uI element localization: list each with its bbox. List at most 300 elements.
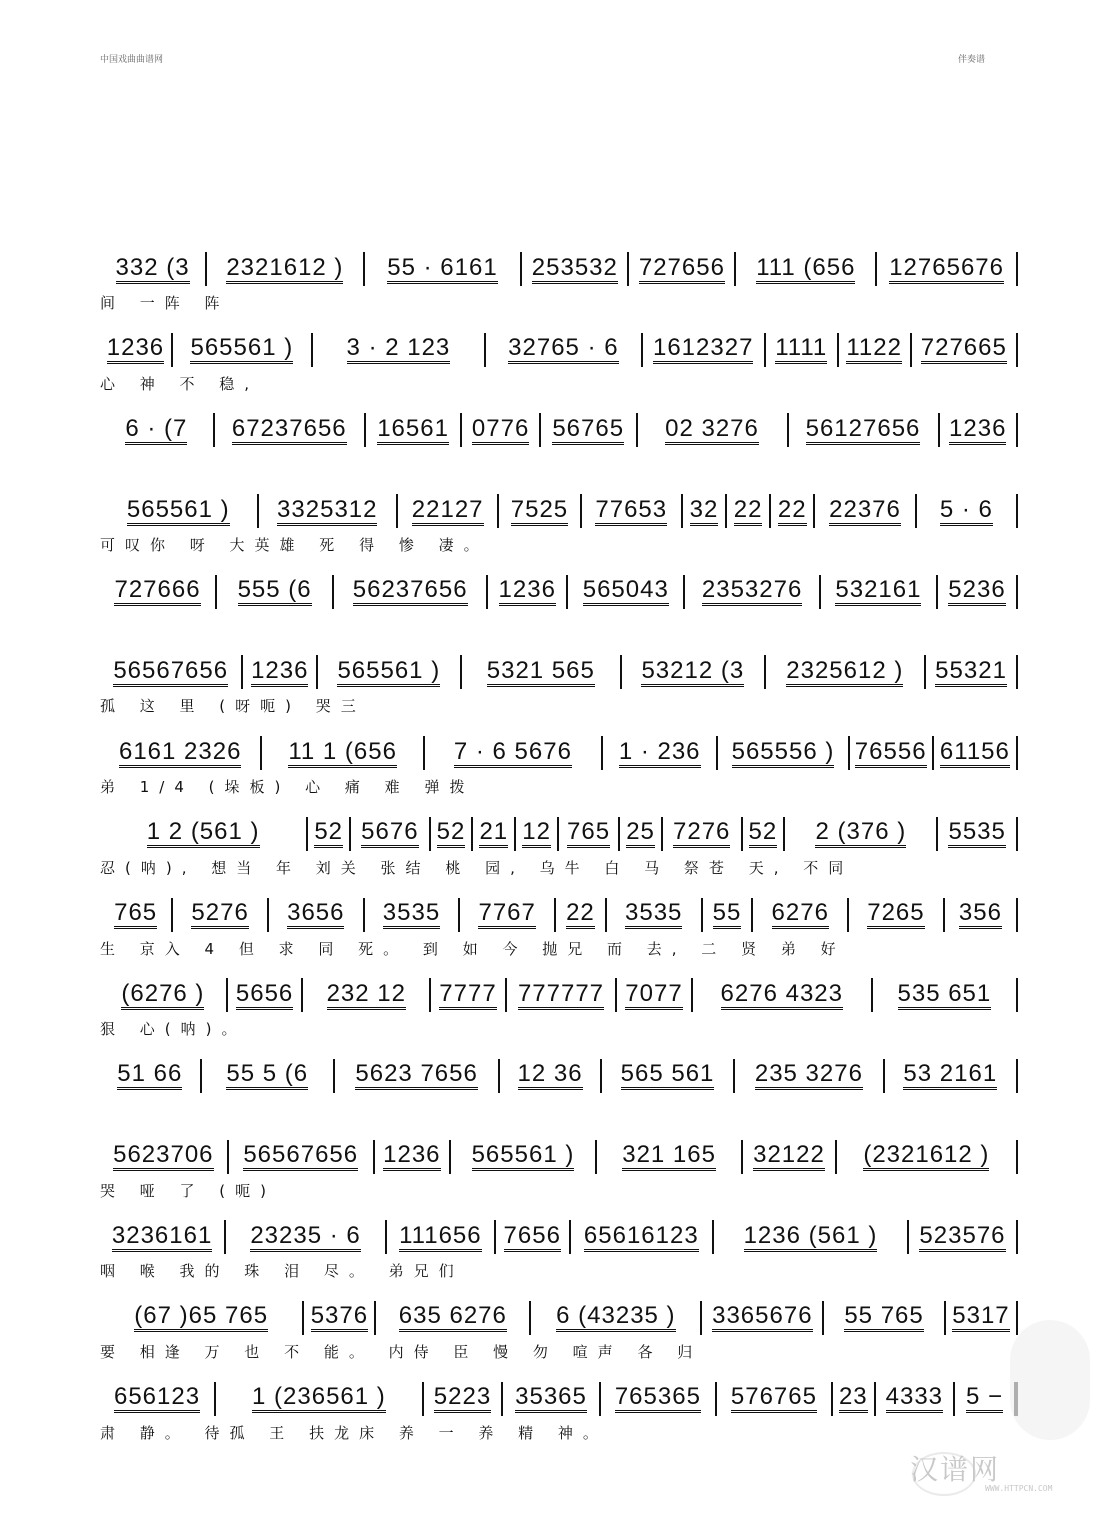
measure xyxy=(556,894,605,936)
measure-notes: 6 (43235 ) xyxy=(556,1303,675,1332)
measure-notes: 3656 xyxy=(287,900,344,929)
measure-notes: 11 1 (656 xyxy=(288,739,397,768)
measure xyxy=(425,732,601,774)
measure xyxy=(318,651,459,693)
measure-notes: 7656 xyxy=(504,1223,561,1252)
measure xyxy=(736,248,875,290)
measure-notes: 1 (236561 ) xyxy=(252,1384,386,1413)
measure-notes: 23235 · 6 xyxy=(250,1223,360,1252)
measure-notes: 55 xyxy=(713,900,742,929)
measure xyxy=(702,1297,822,1339)
measure-notes: 52 xyxy=(314,819,343,848)
measure-notes: 2 (376 ) xyxy=(815,819,906,848)
measure xyxy=(173,894,267,936)
measure xyxy=(451,1136,595,1178)
measure-notes: 2321612 ) xyxy=(226,255,343,284)
measure-notes: 3535 xyxy=(383,900,440,929)
measure xyxy=(743,1136,835,1178)
measure-notes: 4333 xyxy=(886,1384,943,1413)
bar-line xyxy=(1016,978,1018,1012)
measure-notes: 523576 xyxy=(919,1223,1005,1252)
measure xyxy=(683,490,725,532)
measure-notes: 22 xyxy=(734,497,763,526)
measure xyxy=(622,651,763,693)
measure xyxy=(785,813,936,855)
measure xyxy=(100,651,241,693)
measure-notes: 22376 xyxy=(829,497,901,526)
measure-notes: 565561 ) xyxy=(190,335,293,364)
notation-line xyxy=(100,974,1018,1016)
notation-line xyxy=(100,894,1018,936)
notation-line xyxy=(100,1297,1018,1339)
measure-notes: 1236 xyxy=(949,416,1006,445)
measure-notes: (6276 ) xyxy=(121,981,204,1010)
measure xyxy=(629,248,734,290)
measure-notes: 3 · 2 123 xyxy=(347,335,451,364)
bar-line xyxy=(1016,655,1018,689)
measure-notes: 51 66 xyxy=(117,1061,182,1090)
measure xyxy=(849,894,943,936)
measure-notes: 565561 ) xyxy=(127,497,230,526)
measure xyxy=(217,571,332,613)
lyric-line: 弟 1/4 (垛板) 心 痛 难 弹拨 xyxy=(100,778,475,797)
measure-notes: 7276 xyxy=(673,819,730,848)
measure xyxy=(602,1055,733,1097)
measure xyxy=(568,571,683,613)
measure-notes: 576765 xyxy=(731,1384,817,1413)
measure xyxy=(229,1136,373,1178)
measure-notes: 52 xyxy=(749,819,778,848)
measure-notes: 55 765 xyxy=(844,1303,923,1332)
lyric-line: 生 京入 4 但 求 同 死。 到 如 今 抛兄 而 去, 二 贤 弟 好 xyxy=(100,939,846,958)
measure-notes: 565043 xyxy=(583,577,669,606)
watermark-swirl xyxy=(1010,1320,1090,1440)
lyric-line: 肃 静。 待孤 王 扶龙床 养 一 养 精 神。 xyxy=(100,1423,608,1442)
measure-notes: 22127 xyxy=(412,497,484,526)
measure xyxy=(303,974,429,1016)
measure-notes: 6276 xyxy=(772,900,829,929)
measure xyxy=(955,1378,1014,1420)
measure xyxy=(703,894,752,936)
notation-line xyxy=(100,409,1018,451)
measure xyxy=(531,1297,700,1339)
measure-notes: 25 xyxy=(626,819,655,848)
measure-notes: 77653 xyxy=(595,497,667,526)
measure-notes: 55 · 6161 xyxy=(387,255,497,284)
measure xyxy=(365,894,459,936)
bar-line xyxy=(1016,413,1018,447)
measure-notes: 1 · 236 xyxy=(619,739,701,768)
lyric-line xyxy=(100,615,1018,637)
measure-notes: 56765 xyxy=(552,416,624,445)
measure xyxy=(946,1297,1016,1339)
measure xyxy=(926,651,1016,693)
measure xyxy=(228,974,302,1016)
measure-notes: 5656 xyxy=(236,981,293,1010)
watermark-url: WWW.HTTPCN.COM xyxy=(985,1484,1053,1493)
measure xyxy=(877,248,1016,290)
measure xyxy=(500,1055,600,1097)
score-line xyxy=(100,1055,1018,1136)
notation-line xyxy=(100,1055,1018,1097)
measure-notes: 16561 xyxy=(377,416,449,445)
measure xyxy=(516,813,557,855)
measure xyxy=(837,1136,1016,1178)
measure-notes: 5 · 6 xyxy=(940,497,993,526)
measure xyxy=(335,1055,498,1097)
measure xyxy=(507,974,615,1016)
measure xyxy=(727,490,769,532)
bar-line xyxy=(1016,252,1018,286)
measure-notes: 12 xyxy=(522,819,551,848)
score-line xyxy=(100,651,1018,732)
measure-notes: 55321 xyxy=(935,658,1007,687)
score-line xyxy=(100,813,1018,894)
measure-notes: 332 (3 xyxy=(116,255,190,284)
lyric-line: 忍(呐), 想当 年 刘关 张结 桃 园, 乌牛 白 马 祭苍 天, 不同 xyxy=(100,858,854,877)
jianpu-score xyxy=(100,248,1018,1458)
measure xyxy=(431,974,505,1016)
measure xyxy=(663,813,741,855)
measure-notes: 777777 xyxy=(518,981,604,1010)
measure-notes: 23 xyxy=(839,1384,868,1413)
measure-notes: 5236 xyxy=(948,577,1005,606)
measure-notes: 3535 xyxy=(625,900,682,929)
score-line xyxy=(100,1216,1018,1297)
measure xyxy=(460,894,554,936)
measure xyxy=(259,490,396,532)
measure-notes: 3236161 xyxy=(112,1223,212,1252)
measure xyxy=(617,974,691,1016)
measure xyxy=(850,732,932,774)
measure xyxy=(718,732,847,774)
measure xyxy=(766,329,837,371)
measure xyxy=(601,1378,715,1420)
measure xyxy=(917,490,1016,532)
measure-notes: 67237656 xyxy=(232,416,347,445)
measure xyxy=(488,571,566,613)
measure xyxy=(717,1378,831,1420)
measure-notes: 7 · 6 5676 xyxy=(454,739,572,768)
notation-line xyxy=(100,1378,1018,1420)
measure-notes: 55 5 (6 xyxy=(226,1061,308,1090)
notation-line xyxy=(100,248,1018,290)
measure xyxy=(876,1378,953,1420)
measure xyxy=(100,248,205,290)
bar-line xyxy=(1016,1220,1018,1254)
measure xyxy=(100,571,215,613)
measure-notes: 1236 (561 ) xyxy=(744,1223,878,1252)
measure xyxy=(173,329,311,371)
measure xyxy=(243,651,316,693)
measure-notes: 1236 xyxy=(383,1142,440,1171)
measure-notes: 0776 xyxy=(472,416,529,445)
lyric-line: 可叹你 呀 大英雄 死 得 惨 凄。 xyxy=(100,536,489,555)
measure xyxy=(753,894,847,936)
measure-notes: 2325612 ) xyxy=(786,658,903,687)
lyric-line: 哭 哑 了 (呃) xyxy=(100,1181,277,1200)
measure-notes: 6161 2326 xyxy=(119,739,241,768)
measure-notes: 555 (6 xyxy=(238,577,312,606)
lyric-line: 咽 喉 我的 珠 泪 尽。 弟兄们 xyxy=(100,1262,464,1281)
measure xyxy=(643,329,764,371)
measure xyxy=(365,248,521,290)
measure-notes: 356 xyxy=(959,900,1002,929)
measure-notes: 6 · (7 xyxy=(125,416,187,445)
measure xyxy=(693,974,871,1016)
measure-notes: 321 165 xyxy=(622,1142,716,1171)
measure-notes: 56567656 xyxy=(113,658,228,687)
bar-line xyxy=(1016,817,1018,851)
measure xyxy=(582,490,681,532)
measure xyxy=(940,409,1017,451)
score-line xyxy=(100,974,1018,1055)
measure xyxy=(839,329,910,371)
measure xyxy=(638,409,787,451)
measure-notes: 32 xyxy=(690,497,719,526)
notation-line xyxy=(100,1216,1018,1258)
measure-notes: 6276 4323 xyxy=(721,981,843,1010)
measure-notes: 253532 xyxy=(532,255,618,284)
measure-notes: 35365 xyxy=(515,1384,587,1413)
bar-line xyxy=(1016,1140,1018,1174)
lyric-line: 要 相逢 万 也 不 能。 内侍 臣 慢 勿 喧声 各 归 xyxy=(100,1342,703,1361)
measure xyxy=(503,1378,599,1420)
measure xyxy=(873,974,1016,1016)
measure-notes: 1236 xyxy=(251,658,308,687)
notation-line xyxy=(100,651,1018,693)
measure xyxy=(499,490,579,532)
measure xyxy=(215,409,364,451)
score-line xyxy=(100,894,1018,975)
measure-notes: 1111 xyxy=(775,335,827,364)
measure-notes: (67 )65 765 xyxy=(134,1303,268,1332)
measure-notes: (2321612 ) xyxy=(863,1142,989,1171)
notation-line xyxy=(100,813,1018,855)
measure-notes: 111 (656 xyxy=(756,255,855,284)
measure-notes: 7767 xyxy=(478,900,535,929)
notation-line xyxy=(100,329,1018,371)
measure-notes: 111656 xyxy=(399,1223,482,1252)
measure-notes: 727656 xyxy=(639,255,725,284)
notation-line xyxy=(100,490,1018,532)
measure xyxy=(597,1136,741,1178)
watermark-brand: 汉谱网 xyxy=(910,1453,1001,1486)
measure xyxy=(462,409,539,451)
measure-notes: 32122 xyxy=(753,1142,825,1171)
measure-notes: 5223 xyxy=(434,1384,491,1413)
measure-notes: 1122 xyxy=(846,335,902,364)
notation-line xyxy=(100,732,1018,774)
measure xyxy=(424,1378,501,1420)
measure-notes: 5276 xyxy=(191,900,248,929)
measure-notes: 65616123 xyxy=(584,1223,699,1252)
measure xyxy=(473,813,514,855)
measure-notes: 535 651 xyxy=(898,981,992,1010)
measure-notes: 565561 ) xyxy=(472,1142,575,1171)
measure xyxy=(216,1378,422,1420)
measure-notes: 765 xyxy=(114,900,157,929)
measure xyxy=(885,1055,1016,1097)
measure xyxy=(366,409,461,451)
measure xyxy=(100,813,306,855)
measure-notes: 727665 xyxy=(921,335,1007,364)
measure xyxy=(771,490,813,532)
measure xyxy=(934,732,1016,774)
measure-notes: 635 6276 xyxy=(399,1303,507,1332)
score-line xyxy=(100,490,1018,571)
score-line xyxy=(100,409,1018,490)
measure xyxy=(945,894,1016,936)
measure-notes: 1612327 xyxy=(653,335,753,364)
measure-notes: 5623706 xyxy=(113,1142,213,1171)
measure xyxy=(100,329,171,371)
measure-notes: 12765676 xyxy=(889,255,1004,284)
measure xyxy=(743,813,784,855)
measure xyxy=(226,1216,385,1258)
measure xyxy=(313,329,484,371)
measure xyxy=(486,329,641,371)
measure-notes: 61156 xyxy=(940,739,1010,768)
score-type-header: 伴奏谱 xyxy=(958,55,986,65)
bar-line xyxy=(1016,333,1018,367)
measure xyxy=(100,490,257,532)
lyric-line xyxy=(100,453,1018,475)
score-line xyxy=(100,571,1018,652)
measure-notes: 5623 7656 xyxy=(355,1061,477,1090)
measure xyxy=(620,813,661,855)
measure-notes: 232 12 xyxy=(327,981,406,1010)
lyric-line: 间 一阵 阵 xyxy=(100,294,230,312)
measure-notes: 56567656 xyxy=(243,1142,358,1171)
measure xyxy=(685,571,819,613)
measure xyxy=(375,1136,449,1178)
lyric-line: 狠 心(呐)。 xyxy=(100,1020,247,1039)
measure-notes: 2353276 xyxy=(702,577,802,606)
measure xyxy=(100,974,226,1016)
measure-notes: 235 3276 xyxy=(755,1061,863,1090)
measure xyxy=(938,813,1016,855)
bar-line xyxy=(1016,494,1018,528)
measure-notes: 1 2 (561 ) xyxy=(147,819,260,848)
measure xyxy=(824,1297,944,1339)
score-line xyxy=(100,1136,1018,1217)
measure xyxy=(304,1297,374,1339)
measure xyxy=(462,651,621,693)
measure-notes: 22 xyxy=(778,497,807,526)
measure-notes: 5321 565 xyxy=(487,658,595,687)
measure xyxy=(833,1378,874,1420)
score-line xyxy=(100,1378,1018,1459)
measure xyxy=(912,329,1016,371)
measure-notes: 5 − xyxy=(966,1384,1003,1413)
bar-line xyxy=(1016,575,1018,609)
measure xyxy=(789,409,938,451)
measure-notes: 56127656 xyxy=(806,416,921,445)
site-name-header: 中国戏曲曲谱网 xyxy=(100,55,164,65)
measure-notes: 5376 xyxy=(311,1303,368,1332)
measure-notes: 727666 xyxy=(114,577,200,606)
measure xyxy=(398,490,497,532)
measure xyxy=(351,813,429,855)
measure-notes: 56237656 xyxy=(353,577,468,606)
measure xyxy=(559,813,618,855)
measure xyxy=(909,1216,1016,1258)
measure xyxy=(100,894,171,936)
measure xyxy=(100,1216,224,1258)
measure-notes: 1236 xyxy=(107,335,164,364)
bar-line xyxy=(1016,1301,1018,1335)
measure-notes: 532161 xyxy=(835,577,921,606)
measure xyxy=(308,813,349,855)
measure xyxy=(100,1378,214,1420)
measure-notes: 3325312 xyxy=(277,497,377,526)
score-line xyxy=(100,1297,1018,1378)
notation-line xyxy=(100,571,1018,613)
measure-notes: 76556 xyxy=(855,739,927,768)
measure-notes: 565 561 xyxy=(621,1061,715,1090)
measure-notes: 53 2161 xyxy=(903,1061,997,1090)
measure-notes: 52 xyxy=(437,819,466,848)
lyric-line: 孤 这 里 (呀呃) 哭三 xyxy=(100,697,366,716)
measure xyxy=(821,571,936,613)
measure-notes: 565556 ) xyxy=(732,739,835,768)
measure-notes: 12 36 xyxy=(518,1061,583,1090)
measure xyxy=(603,732,717,774)
measure xyxy=(100,1055,200,1097)
measure xyxy=(496,1216,569,1258)
measure-notes: 53212 (3 xyxy=(641,658,744,687)
measure-notes: 765 xyxy=(567,819,610,848)
measure xyxy=(938,571,1016,613)
measure-notes: 02 3276 xyxy=(665,416,759,445)
measure xyxy=(376,1297,529,1339)
measure-notes: 5317 xyxy=(952,1303,1009,1332)
measure xyxy=(541,409,636,451)
measure xyxy=(100,1297,302,1339)
measure-notes: 5535 xyxy=(948,819,1005,848)
bar-line xyxy=(1016,1059,1018,1093)
measure xyxy=(387,1216,494,1258)
measure-notes: 32765 · 6 xyxy=(508,335,618,364)
score-line xyxy=(100,329,1018,410)
measure xyxy=(431,813,472,855)
measure xyxy=(571,1216,712,1258)
measure xyxy=(735,1055,882,1097)
bar-line xyxy=(1016,898,1018,932)
measure-notes: 7265 xyxy=(867,900,924,929)
measure xyxy=(334,571,486,613)
measure xyxy=(100,732,260,774)
measure-notes: 765365 xyxy=(615,1384,701,1413)
measure xyxy=(100,409,213,451)
measure-notes: 21 xyxy=(479,819,508,848)
lyric-line: 心 神 不 稳, xyxy=(100,374,260,393)
measure xyxy=(207,248,363,290)
measure-notes: 5676 xyxy=(361,819,418,848)
score-line xyxy=(100,732,1018,813)
measure-notes: 656123 xyxy=(114,1384,200,1413)
measure-notes: 7077 xyxy=(625,981,682,1010)
measure xyxy=(607,894,701,936)
measure xyxy=(815,490,914,532)
bar-line xyxy=(1016,736,1018,770)
measure xyxy=(766,651,925,693)
measure-notes: 7777 xyxy=(439,981,496,1010)
measure xyxy=(202,1055,333,1097)
lyric-line xyxy=(100,1099,1018,1121)
measure-notes: 3365676 xyxy=(712,1303,812,1332)
